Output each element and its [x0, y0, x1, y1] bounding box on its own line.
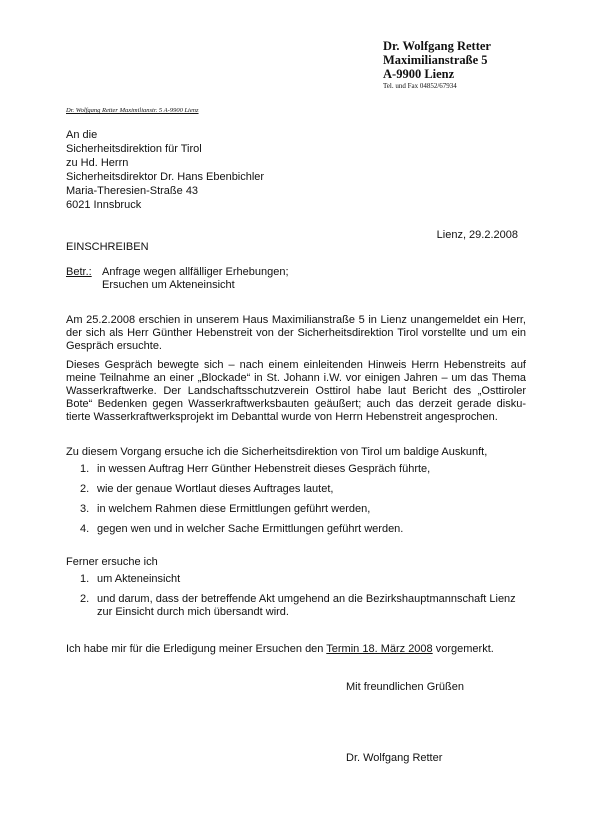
list-number: 2.	[80, 593, 90, 605]
list-item	[66, 573, 526, 586]
letter-date: Lienz, 29.2.2008	[436, 229, 518, 241]
letterhead-city: A-9900 Lienz	[383, 67, 455, 81]
list-number: 1.	[80, 463, 90, 475]
recipient-line: 6021 Innsbruck	[66, 199, 142, 211]
further-request-list	[66, 573, 526, 626]
recipient-line: zu Hd. Herrn	[66, 157, 129, 169]
letterhead-tel: Tel. und Fax 04852/67934	[383, 82, 457, 90]
recipient-line: Sicherheitsdirektion für Tirol	[66, 143, 202, 155]
list-number: 2.	[80, 483, 90, 495]
body-paragraph: Am 25.2.2008 erschien in unserem Haus Maximilianstraße 5 in Lienz unangemeldet ein Herr, der sich als Herr Günther Hebenstreit von der Sicherheitsdirektion Tirol vorstellte und um ein Gespräch ersuchte.	[66, 314, 526, 352]
request-list	[66, 463, 526, 543]
registered-mail-label: EINSCHREIBEN	[66, 241, 149, 253]
list-text: um Akteneinsicht	[97, 573, 181, 585]
list-item	[66, 463, 526, 476]
list-item	[66, 523, 526, 536]
list-text: wie der genaue Wortlaut dieses Auftrages lautet,	[97, 483, 334, 495]
sender-return-line: Dr. Wolfgang Retter Maximilianstr. 5 A-9900 Lienz	[66, 107, 199, 114]
subject-line: Ersuchen um Akteneinsicht	[102, 279, 235, 291]
recipient-line: An die	[66, 129, 98, 141]
further-request-intro: Ferner ersuche ich	[66, 556, 158, 568]
body-paragraph: Dieses Gespräch bewegte sich – nach einem einleitenden Hinweis Herrn Hebenstreits auf meine Teilnahme an einer „Blockade“ in St. Johann i.W. vor einigen Jahren – um das Thema Wasserkraftwerke. Der Landschaftsschutzverein Osttirol habe laut Bericht des „Osttiroler Bote“ Bedenken gegen Wasserkraftwerksbauten geäußert; auch das derzeit gerade diskutierte Wasserkraftwerksprojekt im Debanttal wurde von Herrn Hebenstreit angesprochen.	[66, 359, 526, 423]
deadline-term: Termin 18. März 2008	[326, 643, 433, 655]
list-text: in wessen Auftrag Herr Günther Hebenstreit dieses Gespräch führte,	[97, 463, 431, 475]
list-text: in welchem Rahmen diese Ermittlungen geführt werden,	[97, 503, 371, 515]
list-item	[66, 503, 526, 516]
signature-name: Dr. Wolfgang Retter	[346, 752, 443, 764]
recipient-line: Sicherheitsdirektor Dr. Hans Ebenbichler	[66, 171, 265, 183]
deadline-text-before: Ich habe mir für die Erledigung meiner Ersuchen den	[66, 643, 327, 655]
body-paragraph: Zu diesem Vorgang ersuche ich die Sicherheitsdirektion von Tirol um baldige Auskunft,	[66, 446, 488, 458]
subject-block	[66, 266, 289, 292]
recipient-address	[66, 128, 264, 212]
list-number: 1.	[80, 573, 90, 585]
list-item	[66, 593, 526, 619]
list-number: 3.	[80, 503, 90, 515]
list-text: gegen wen und in welcher Sache Ermittlungen geführt werden.	[97, 523, 404, 535]
deadline-text-after: vorgemerkt.	[432, 643, 494, 655]
letterhead	[383, 39, 491, 91]
closing-greeting: Mit freundlichen Grüßen	[346, 681, 464, 693]
subject-label: Betr.:	[66, 266, 92, 278]
list-item	[66, 483, 526, 496]
list-text: und darum, dass der betreffende Akt umgehend an die Bezirkshauptmannschaft Lienz zur Einsicht durch mich übersandt wird.	[97, 593, 516, 618]
deadline-sentence	[66, 643, 494, 655]
letterhead-street: Maximilianstraße 5	[383, 53, 488, 67]
recipient-line: Maria-Theresien-Straße 43	[66, 185, 199, 197]
letterhead-name: Dr. Wolfgang Retter	[383, 39, 491, 53]
subject-line: Anfrage wegen allfälliger Erhebungen;	[102, 266, 289, 278]
list-number: 4.	[80, 523, 90, 535]
